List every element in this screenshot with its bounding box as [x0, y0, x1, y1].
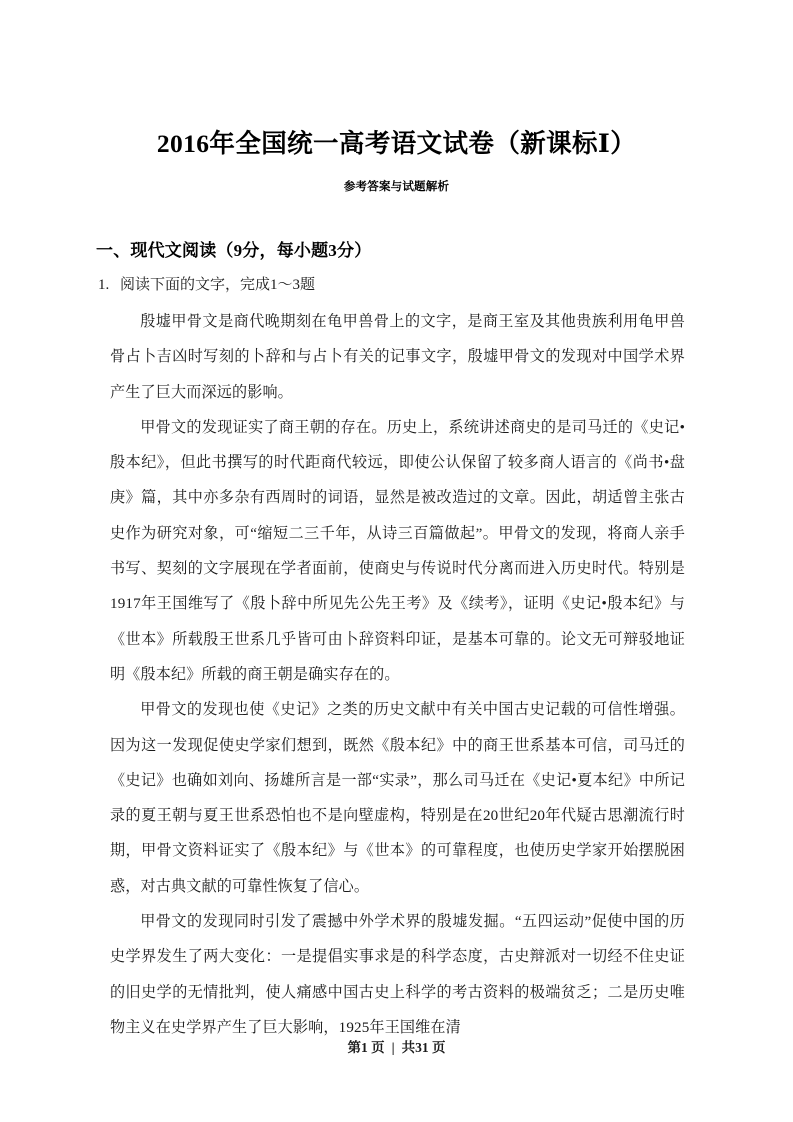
- footer-total-unit: 页: [431, 1040, 446, 1055]
- section-heading: 一、现代文阅读（9分，每小题3分）: [96, 241, 372, 260]
- question-stem: [98, 273, 315, 294]
- passage-body: [110, 305, 685, 1046]
- question-number: 1.: [98, 277, 110, 293]
- passage-paragraph: 殷墟甲骨文是商代晚期刻在龟甲兽骨上的文字，是商王室及其他贵族利用龟甲兽骨占卜吉凶时写刻的卜辞和与占卜有关的记事文字，殷墟甲骨文的发现对中国学术界产生了巨大而深远的影响。: [110, 314, 685, 401]
- page-footer: [0, 1036, 793, 1056]
- question-stem-text: 阅读下面的文字，完成1～3题: [120, 277, 316, 293]
- passage-paragraph: 甲骨文的发现同时引发了震撼中外学术界的殷墟发掘。“五四运动”促使中国的历史学界发生了两大变化：一是提倡实事求是的科学态度，古史辩派对一切经不住史证的旧史学的无情批判，使人痛感中国古史上科学的考古资料的极端贫乏；二是历史唯物主义在史学界产生了巨大影响，1925年王国维在清: [110, 914, 685, 1036]
- page-title: 2016年全国统一高考语文试卷（新课标Ⅰ）: [156, 129, 637, 158]
- passage-paragraph: 甲骨文的发现也使《史记》之类的历史文献中有关中国古史记载的可信性增强。因为这一发现促使史学家们想到，既然《殷本纪》中的商王世系基本可信，司马迁的《史记》也确如刘向、扬雄所言是一部“实录”，那么司马迁在《史记•夏本纪》中所记录的夏王朝与夏王世系恐怕也不是向壁虚构，特别是在20世纪20年代疑古思潮流行时期，甲骨文资料证实了《殷本纪》与《世本》的可靠程度，也使历史学家开始摆脱困惑，对古典文献的可靠性恢复了信心。: [110, 702, 685, 895]
- document-subtitle: 参考答案与试题解析: [343, 180, 450, 193]
- footer-separator: |: [391, 1040, 395, 1055]
- footer-current-page: 第1: [347, 1040, 368, 1055]
- footer-total-pages: 共31: [401, 1040, 429, 1055]
- footer-page-unit: 页: [371, 1040, 385, 1055]
- passage-paragraph: 甲骨文的发现证实了商王朝的存在。历史上，系统讲述商史的是司马迁的《史记•殷本纪》，但此书撰写的时代距商代较远，即使公认保留了较多商人语言的《尚书•盘庚》篇，其中亦多杂有西周时的词语，显然是被改造过的文章。因此，胡适曾主张古史作为研究对象，可“缩短二三千年，从诗三百篇做起”。甲骨文的发现，将商人亲手书写、契刻的文字展现在学者面前，使商史与传说时代分离而进入历史时代。特别是1917年王国维写了《殷卜辞中所见先公先王考》及《续考》，证明《史记•殷本纪》与《世本》所载殷王世系几乎皆可由卜辞资料印证，是基本可靠的。论文无可辩驳地证明《殷本纪》所载的商王朝是确实存在的。: [110, 419, 685, 683]
